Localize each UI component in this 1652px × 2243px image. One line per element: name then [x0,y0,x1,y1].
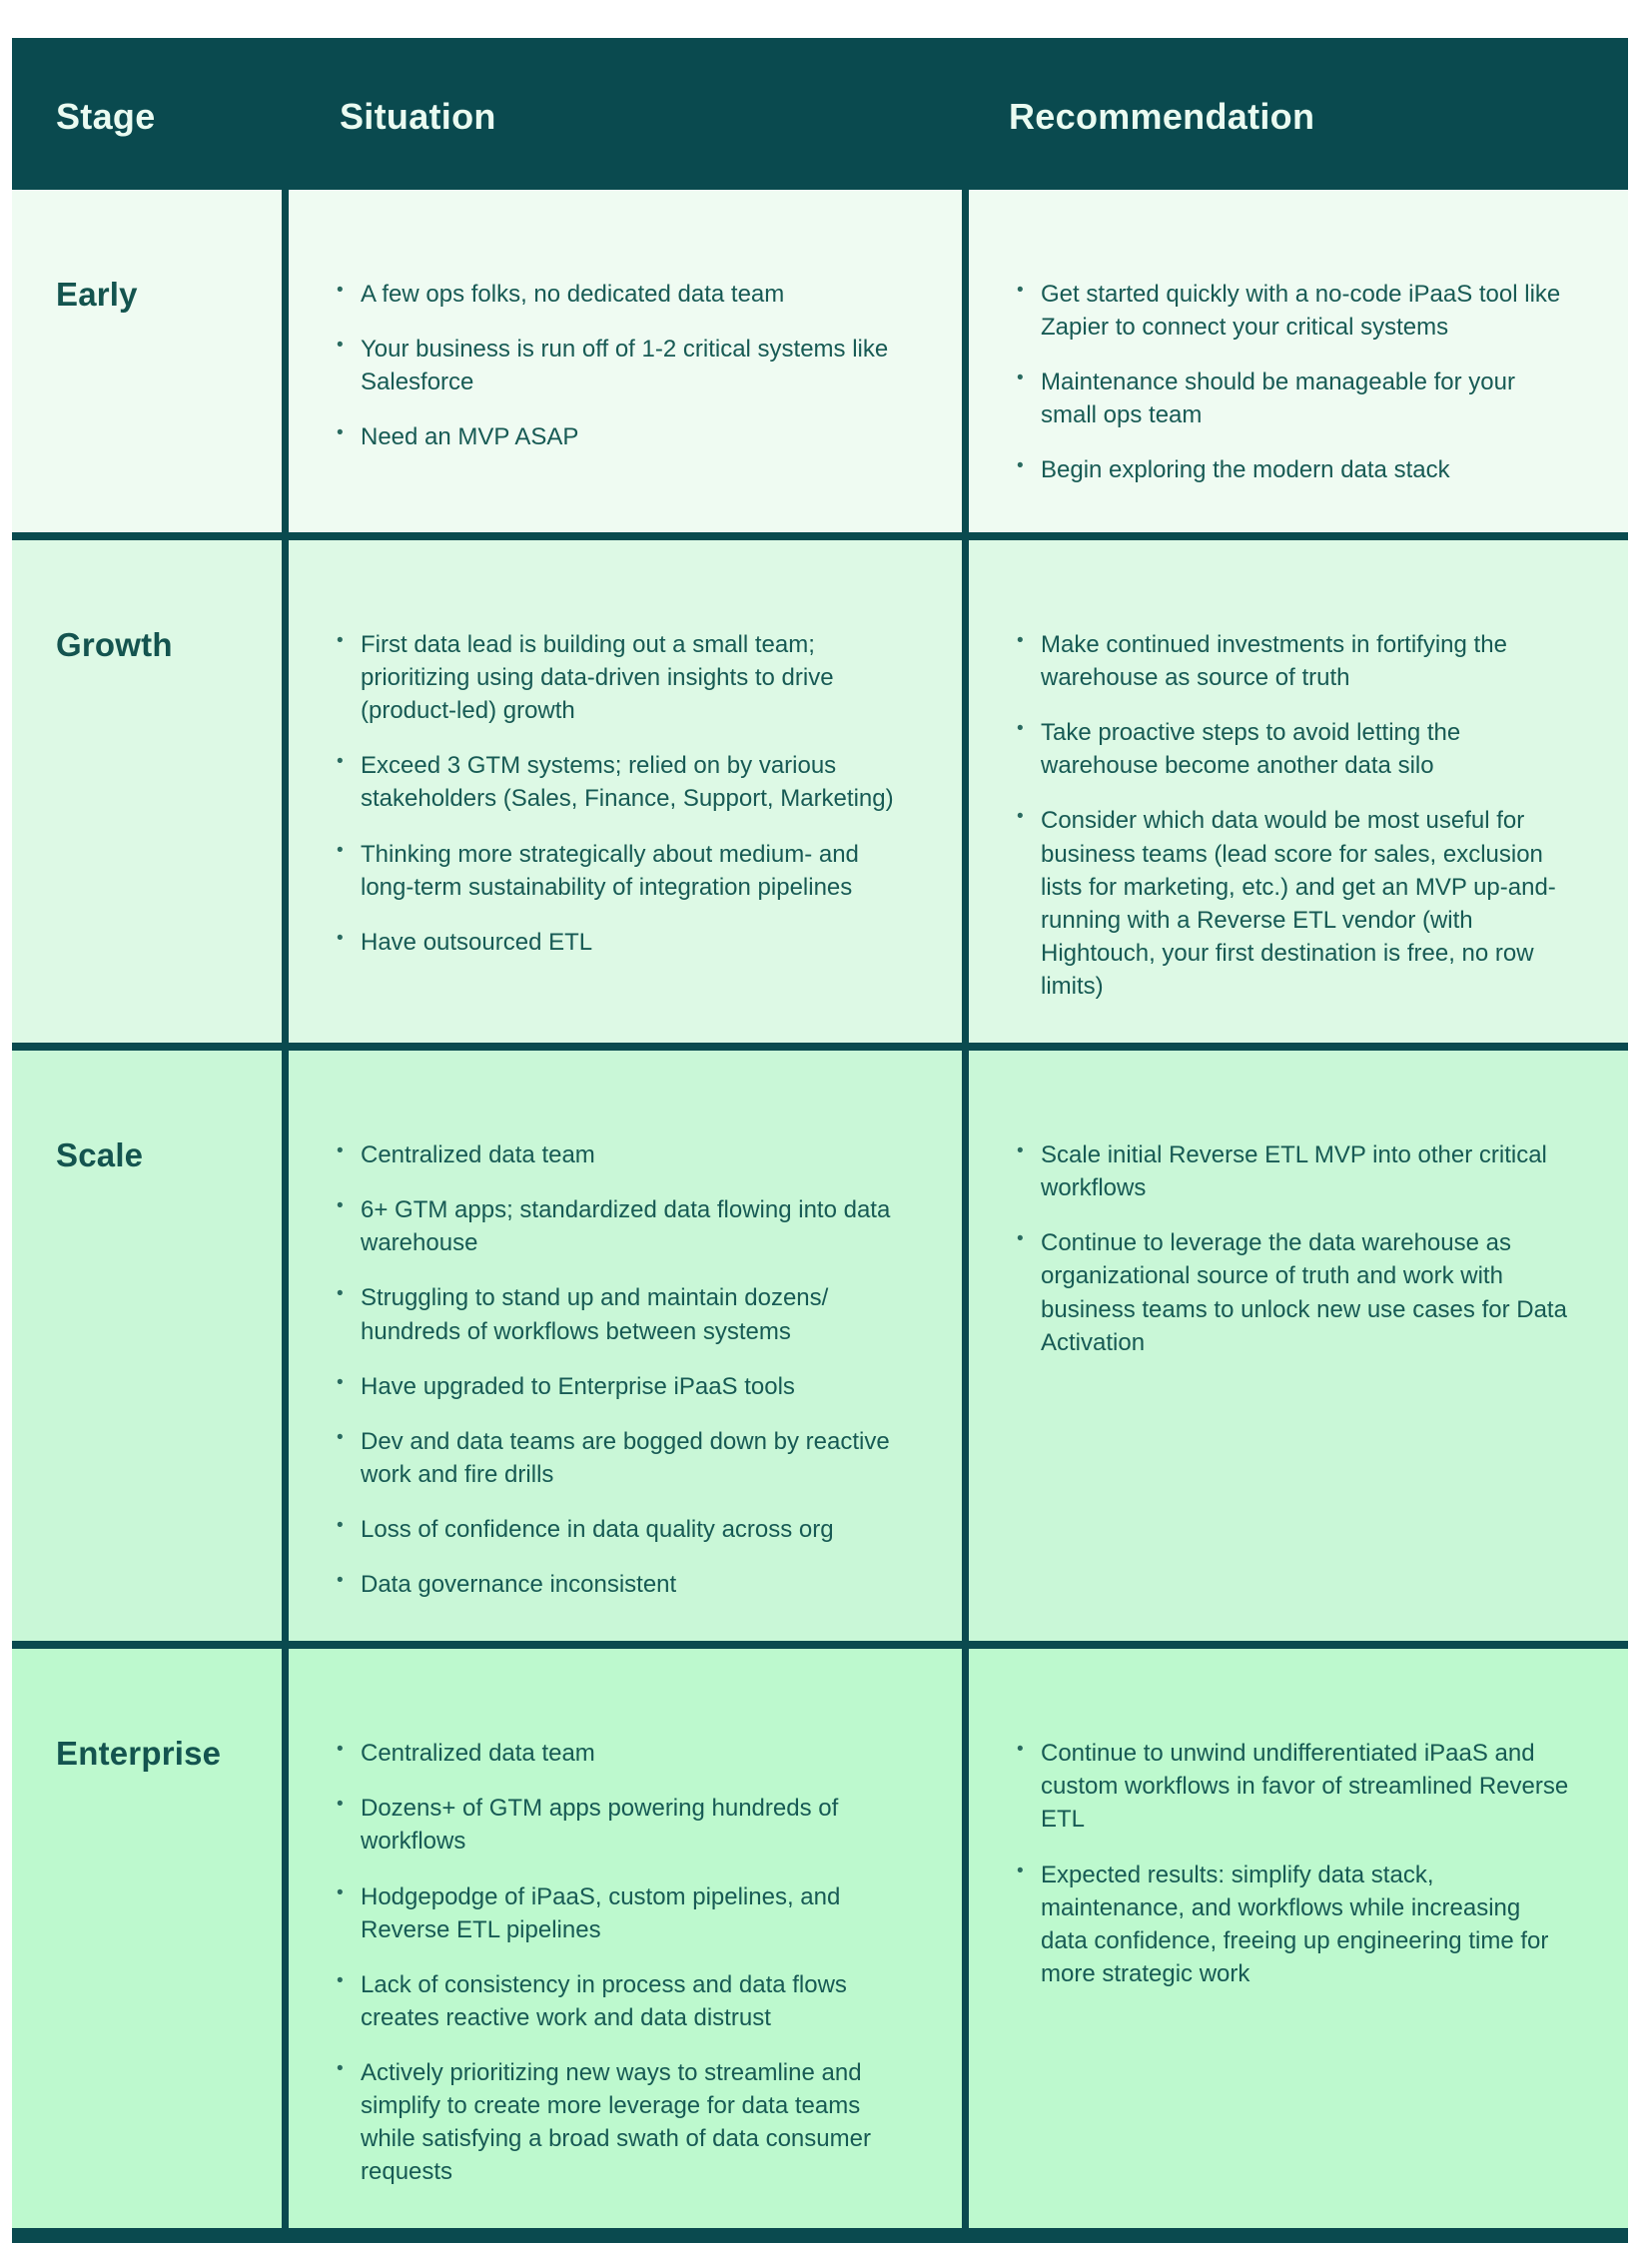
bullet-item: • Get started quickly with a no-code iPaaS tool like Zapier to connect your critical systems [1015,278,1573,344]
situation-list [289,628,907,959]
recommendation-cell [962,540,1628,1043]
recommendation-cell [962,1051,1628,1641]
bullet-item: • Loss of confidence in data quality across org [335,1513,907,1546]
bullet-item: • Need an MVP ASAP [335,420,907,453]
bullet-item: • Lack of consistency in process and data flows creates reactive work and data distrust [335,1968,907,2034]
bullet-item: • First data lead is building out a small team; prioritizing using data-driven insights to drive (product-led) growth [335,628,907,727]
bullet-item: • Have outsourced ETL [335,926,907,959]
bullet-item: • Take proactive steps to avoid letting the warehouse become another data silo [1015,716,1573,782]
recommendation-list [969,1138,1573,1359]
situation-list [289,1737,907,2188]
bullet-item: • Thinking more strategically about medium- and long-term sustainability of integration pipelines [335,838,907,904]
bullet-item: • Make continued investments in fortifying the warehouse as source of truth [1015,628,1573,694]
stage-label: Early [56,276,138,313]
recommendation-list [969,278,1573,487]
table-header-row [12,38,1628,190]
bullet-item: • Your business is run off of 1-2 critical systems like Salesforce [335,333,907,398]
bullet-item: • Dev and data teams are bogged down by reactive work and fire drills [335,1425,907,1491]
stage-comparison-table [12,38,1628,2243]
bullet-item: • Struggling to stand up and maintain dozens/ hundreds of workflows between systems [335,1281,907,1347]
situation-cell [282,190,962,532]
stage-cell [12,190,282,532]
bullet-item: • Data governance inconsistent [335,1568,907,1601]
bullet-item: • Exceed 3 GTM systems; relied on by various stakeholders (Sales, Finance, Support, Marketing) [335,749,907,815]
recommendation-list [969,1737,1573,1990]
situation-cell [282,540,962,1043]
stage-cell [12,1051,282,1641]
bullet-item: • Centralized data team [335,1737,907,1770]
bullet-item: • Continue to unwind undifferentiated iPaaS and custom workflows in favor of streamlined Reverse ETL [1015,1737,1573,1836]
bullet-item: • 6+ GTM apps; standardized data flowing into data warehouse [335,1193,907,1259]
table-row-growth [12,540,1628,1051]
bullet-item: • Maintenance should be manageable for your small ops team [1015,366,1573,431]
recommendation-cell [962,190,1628,532]
table-row-enterprise [12,1649,1628,2243]
bullet-item: • Begin exploring the modern data stack [1015,453,1573,486]
situation-cell [282,1051,962,1641]
header-cell-stage: Stage [56,96,156,137]
recommendation-cell [962,1649,1628,2228]
bullet-item: • Centralized data team [335,1138,907,1171]
stage-cell [12,540,282,1043]
situation-list [289,1138,907,1601]
situation-list [289,278,907,453]
bullet-item: • Scale initial Reverse ETL MVP into other critical workflows [1015,1138,1573,1204]
bullet-item: • Actively prioritizing new ways to streamline and simplify to create more leverage for data teams while satisfying a broad swath of data consumer requests [335,2056,907,2188]
bullet-item: • Hodgepodge of iPaaS, custom pipelines, and Reverse ETL pipelines [335,1880,907,1946]
stage-cell [12,1649,282,2228]
header-cell-recommendation: Recommendation [1009,96,1315,137]
header-cell-situation: Situation [340,96,496,137]
bullet-item: • Consider which data would be most useful for business teams (lead score for sales, exclusion lists for marketing, etc.) and get an MVP up-and-running with a Reverse ETL vendor (with Hightouch, your first destination is free, no row limits) [1015,804,1573,1003]
situation-cell [282,1649,962,2228]
stage-label: Growth [56,626,173,663]
table-row-scale [12,1051,1628,1649]
recommendation-list [969,628,1573,1003]
table-row-early [12,190,1628,540]
bullet-item: • A few ops folks, no dedicated data team [335,278,907,311]
stage-label: Scale [56,1136,144,1174]
bullet-item: • Dozens+ of GTM apps powering hundreds of workflows [335,1792,907,1858]
stage-label: Enterprise [56,1735,222,1773]
bullet-item: • Continue to leverage the data warehouse as organizational source of truth and work with business teams to unlock new use cases for Data Activation [1015,1226,1573,1358]
bullet-item: • Expected results: simplify data stack, maintenance, and workflows while increasing data confidence, freeing up engineering time for more strategic work [1015,1859,1573,1990]
bullet-item: • Have upgraded to Enterprise iPaaS tools [335,1370,907,1403]
